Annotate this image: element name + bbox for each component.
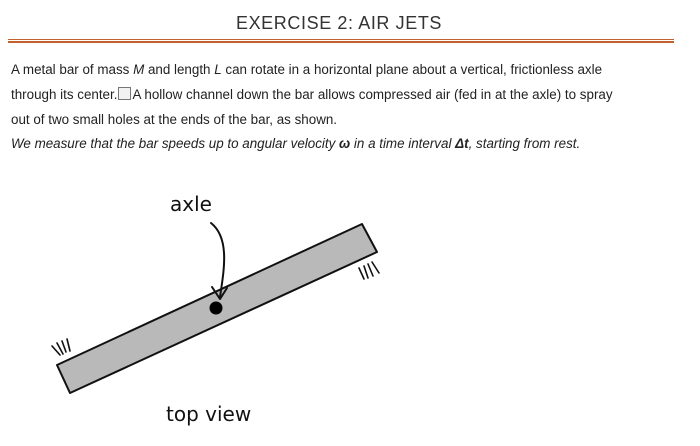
- length-symbol: L: [214, 62, 222, 77]
- axle-dot: [210, 302, 223, 315]
- right-air-jet-icon: [359, 262, 379, 279]
- text-segment: in a time interval: [350, 136, 456, 151]
- top-view-label: top view: [166, 402, 252, 426]
- left-air-jet-icon: [52, 339, 70, 355]
- omega-symbol: ω: [339, 136, 351, 151]
- axle-pointer-arrow: [211, 223, 224, 297]
- delta-t-symbol: Δt: [455, 136, 469, 151]
- paragraph-line-3: out of two small holes at the ends of the bar, as shown.: [11, 112, 338, 127]
- text-segment: , starting from rest.: [468, 136, 581, 151]
- text-segment: and length: [144, 62, 215, 77]
- text-segment: A metal bar of mass: [11, 62, 134, 77]
- axle-label: axle: [170, 192, 212, 216]
- mass-symbol: M: [133, 62, 145, 77]
- page-title: EXERCISE 2: AIR JETS: [235, 13, 443, 33]
- text-segment: can rotate in a horizontal plane about a vertical, frictionless axle: [221, 62, 603, 77]
- text-segment: We measure that the bar speeds up to angular velocity: [11, 136, 340, 151]
- text-segment: through its center.: [11, 87, 118, 102]
- text-segment: A hollow channel down the bar allows compressed air (fed in at the axle) to spray: [132, 87, 613, 102]
